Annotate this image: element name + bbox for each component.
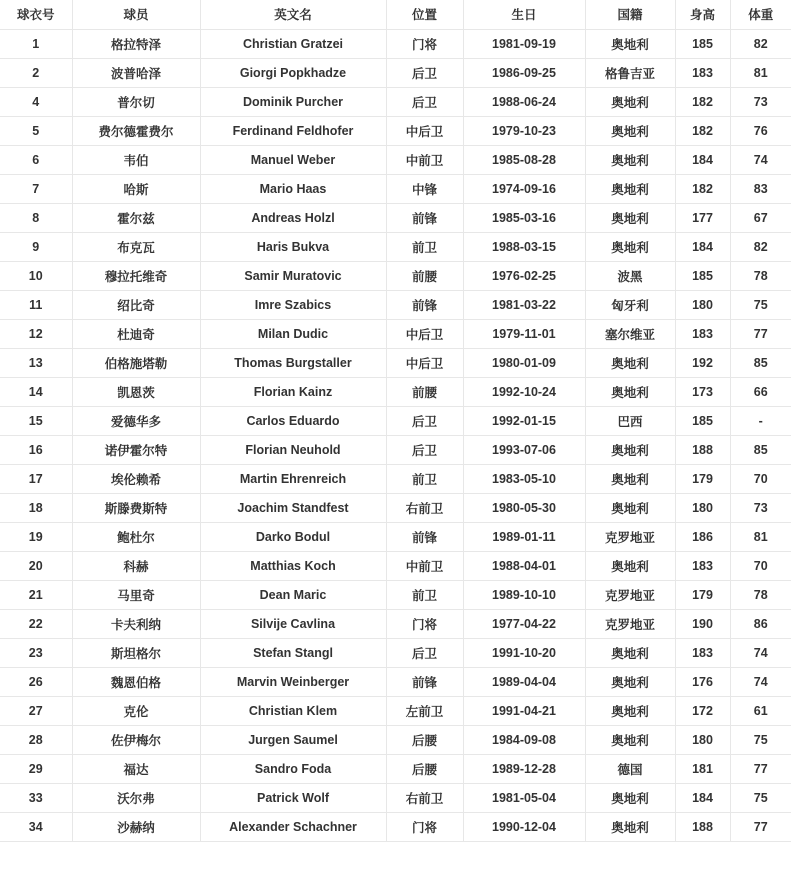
cell-height: 185 [675,29,730,58]
cell-weight: 70 [730,464,791,493]
cell-weight: 81 [730,58,791,87]
cell-birthday: 1989-10-10 [463,580,585,609]
cell-birthday: 1985-08-28 [463,145,585,174]
cell-position: 右前卫 [386,493,463,522]
table-row [0,29,791,58]
cell-height: 182 [675,87,730,116]
cell-player-name-cn: 克伦 [72,696,200,725]
header-weight: 体重 [730,0,791,29]
cell-player-name-en: Dean Maric [200,580,386,609]
cell-position: 前卫 [386,464,463,493]
cell-player-name-cn: 卡夫利纳 [72,609,200,638]
cell-height: 179 [675,580,730,609]
cell-jersey-number: 10 [0,261,72,290]
table-row [0,493,791,522]
cell-weight: 67 [730,203,791,232]
cell-position: 门将 [386,812,463,841]
cell-height: 185 [675,406,730,435]
cell-weight: 74 [730,638,791,667]
cell-nationality: 奥地利 [585,696,675,725]
cell-birthday: 1986-09-25 [463,58,585,87]
cell-weight: 77 [730,754,791,783]
cell-nationality: 奥地利 [585,435,675,464]
cell-nationality: 德国 [585,754,675,783]
cell-nationality: 克罗地亚 [585,609,675,638]
header-jersey-number: 球衣号 [0,0,72,29]
cell-jersey-number: 4 [0,87,72,116]
cell-nationality: 奥地利 [585,116,675,145]
cell-player-name-cn: 格拉特泽 [72,29,200,58]
cell-weight: - [730,406,791,435]
cell-player-name-en: Joachim Standfest [200,493,386,522]
cell-jersey-number: 5 [0,116,72,145]
cell-jersey-number: 21 [0,580,72,609]
cell-weight: 85 [730,435,791,464]
cell-jersey-number: 34 [0,812,72,841]
cell-player-name-en: Dominik Purcher [200,87,386,116]
cell-weight: 83 [730,174,791,203]
cell-jersey-number: 29 [0,754,72,783]
cell-player-name-en: Patrick Wolf [200,783,386,812]
cell-nationality: 奥地利 [585,232,675,261]
table-row [0,551,791,580]
cell-player-name-en: Ferdinand Feldhofer [200,116,386,145]
cell-player-name-cn: 霍尔兹 [72,203,200,232]
cell-jersey-number: 2 [0,58,72,87]
cell-weight: 78 [730,580,791,609]
cell-height: 177 [675,203,730,232]
cell-player-name-cn: 埃伦赖希 [72,464,200,493]
cell-player-name-cn: 穆拉托维奇 [72,261,200,290]
cell-player-name-en: Florian Neuhold [200,435,386,464]
cell-height: 183 [675,638,730,667]
cell-player-name-cn: 凯恩茨 [72,377,200,406]
cell-height: 192 [675,348,730,377]
cell-position: 左前卫 [386,696,463,725]
cell-player-name-cn: 马里奇 [72,580,200,609]
cell-player-name-en: Silvije Cavlina [200,609,386,638]
cell-jersey-number: 27 [0,696,72,725]
table-row [0,261,791,290]
cell-height: 180 [675,725,730,754]
cell-nationality: 奥地利 [585,725,675,754]
table-row [0,522,791,551]
cell-player-name-cn: 鲍杜尔 [72,522,200,551]
cell-position: 前腰 [386,377,463,406]
cell-player-name-cn: 魏恩伯格 [72,667,200,696]
cell-position: 后卫 [386,87,463,116]
cell-player-name-cn: 普尔切 [72,87,200,116]
cell-height: 180 [675,493,730,522]
table-row [0,609,791,638]
cell-weight: 70 [730,551,791,580]
cell-player-name-cn: 佐伊梅尔 [72,725,200,754]
cell-player-name-en: Darko Bodul [200,522,386,551]
cell-weight: 77 [730,319,791,348]
cell-jersey-number: 17 [0,464,72,493]
cell-player-name-cn: 沃尔弗 [72,783,200,812]
cell-birthday: 1991-04-21 [463,696,585,725]
table-row [0,377,791,406]
cell-jersey-number: 26 [0,667,72,696]
cell-nationality: 奥地利 [585,348,675,377]
cell-jersey-number: 23 [0,638,72,667]
cell-jersey-number: 19 [0,522,72,551]
cell-height: 184 [675,232,730,261]
table-row [0,754,791,783]
cell-jersey-number: 18 [0,493,72,522]
cell-weight: 78 [730,261,791,290]
cell-birthday: 1976-02-25 [463,261,585,290]
table-row [0,638,791,667]
cell-height: 188 [675,812,730,841]
cell-weight: 74 [730,667,791,696]
cell-nationality: 匈牙利 [585,290,675,319]
cell-player-name-en: Martin Ehrenreich [200,464,386,493]
cell-player-name-en: Sandro Foda [200,754,386,783]
cell-player-name-cn: 韦伯 [72,145,200,174]
cell-player-name-en: Samir Muratovic [200,261,386,290]
cell-player-name-cn: 斯滕费斯特 [72,493,200,522]
cell-birthday: 1990-12-04 [463,812,585,841]
cell-weight: 82 [730,29,791,58]
cell-position: 前锋 [386,667,463,696]
cell-nationality: 奥地利 [585,638,675,667]
cell-birthday: 1988-06-24 [463,87,585,116]
cell-weight: 75 [730,783,791,812]
table-row [0,116,791,145]
cell-player-name-cn: 费尔德霍费尔 [72,116,200,145]
cell-jersey-number: 11 [0,290,72,319]
cell-player-name-cn: 波普哈泽 [72,58,200,87]
cell-birthday: 1992-01-15 [463,406,585,435]
cell-weight: 61 [730,696,791,725]
cell-nationality: 克罗地亚 [585,580,675,609]
cell-nationality: 奥地利 [585,29,675,58]
cell-birthday: 1989-04-04 [463,667,585,696]
table-row [0,783,791,812]
cell-player-name-en: Andreas Holzl [200,203,386,232]
cell-nationality: 奥地利 [585,812,675,841]
cell-birthday: 1979-11-01 [463,319,585,348]
cell-weight: 73 [730,493,791,522]
cell-height: 182 [675,174,730,203]
header-height: 身高 [675,0,730,29]
cell-birthday: 1983-05-10 [463,464,585,493]
cell-position: 后卫 [386,638,463,667]
header-player-name-en: 英文名 [200,0,386,29]
cell-position: 后腰 [386,725,463,754]
cell-birthday: 1989-12-28 [463,754,585,783]
cell-weight: 76 [730,116,791,145]
cell-position: 前卫 [386,232,463,261]
cell-position: 中前卫 [386,551,463,580]
cell-player-name-cn: 哈斯 [72,174,200,203]
cell-nationality: 奥地利 [585,377,675,406]
cell-jersey-number: 6 [0,145,72,174]
cell-player-name-en: Imre Szabics [200,290,386,319]
cell-position: 前卫 [386,580,463,609]
cell-position: 前锋 [386,203,463,232]
cell-birthday: 1980-01-09 [463,348,585,377]
cell-height: 185 [675,261,730,290]
cell-jersey-number: 12 [0,319,72,348]
cell-nationality: 奥地利 [585,783,675,812]
cell-player-name-en: Marvin Weinberger [200,667,386,696]
roster-body [0,29,791,841]
cell-birthday: 1992-10-24 [463,377,585,406]
cell-player-name-en: Thomas Burgstaller [200,348,386,377]
cell-weight: 75 [730,725,791,754]
cell-player-name-en: Milan Dudic [200,319,386,348]
cell-player-name-en: Stefan Stangl [200,638,386,667]
cell-player-name-cn: 爱德华多 [72,406,200,435]
cell-player-name-cn: 福达 [72,754,200,783]
cell-birthday: 1979-10-23 [463,116,585,145]
cell-player-name-en: Mario Haas [200,174,386,203]
cell-birthday: 1981-09-19 [463,29,585,58]
cell-weight: 75 [730,290,791,319]
cell-player-name-en: Matthias Koch [200,551,386,580]
cell-jersey-number: 22 [0,609,72,638]
table-row [0,87,791,116]
cell-height: 176 [675,667,730,696]
cell-jersey-number: 1 [0,29,72,58]
cell-nationality: 波黑 [585,261,675,290]
cell-player-name-cn: 布克瓦 [72,232,200,261]
cell-height: 179 [675,464,730,493]
cell-player-name-en: Christian Gratzei [200,29,386,58]
cell-position: 中锋 [386,174,463,203]
table-row [0,290,791,319]
cell-player-name-cn: 沙赫纳 [72,812,200,841]
cell-height: 172 [675,696,730,725]
cell-player-name-en: Alexander Schachner [200,812,386,841]
cell-position: 中后卫 [386,319,463,348]
cell-weight: 77 [730,812,791,841]
table-row [0,348,791,377]
cell-birthday: 1984-09-08 [463,725,585,754]
header-nationality: 国籍 [585,0,675,29]
cell-player-name-cn: 伯格施塔勒 [72,348,200,377]
cell-jersey-number: 20 [0,551,72,580]
table-row [0,58,791,87]
cell-jersey-number: 9 [0,232,72,261]
table-row [0,464,791,493]
cell-position: 前锋 [386,522,463,551]
cell-weight: 66 [730,377,791,406]
cell-birthday: 1980-05-30 [463,493,585,522]
table-row [0,812,791,841]
cell-position: 右前卫 [386,783,463,812]
cell-position: 门将 [386,609,463,638]
cell-birthday: 1985-03-16 [463,203,585,232]
cell-birthday: 1981-03-22 [463,290,585,319]
cell-weight: 74 [730,145,791,174]
cell-birthday: 1988-04-01 [463,551,585,580]
cell-position: 后卫 [386,58,463,87]
cell-nationality: 塞尔维亚 [585,319,675,348]
header-player-name-cn: 球员 [72,0,200,29]
table-row [0,174,791,203]
header-birthday: 生日 [463,0,585,29]
cell-player-name-en: Christian Klem [200,696,386,725]
cell-player-name-cn: 科赫 [72,551,200,580]
cell-birthday: 1991-10-20 [463,638,585,667]
header-row [0,0,791,29]
cell-height: 183 [675,551,730,580]
header-position: 位置 [386,0,463,29]
cell-nationality: 奥地利 [585,493,675,522]
cell-birthday: 1993-07-06 [463,435,585,464]
cell-birthday: 1981-05-04 [463,783,585,812]
cell-jersey-number: 7 [0,174,72,203]
cell-player-name-en: Carlos Eduardo [200,406,386,435]
cell-nationality: 奥地利 [585,667,675,696]
cell-position: 前腰 [386,261,463,290]
cell-position: 后卫 [386,435,463,464]
cell-height: 190 [675,609,730,638]
cell-position: 前锋 [386,290,463,319]
table-row [0,435,791,464]
cell-height: 181 [675,754,730,783]
cell-height: 186 [675,522,730,551]
table-row [0,725,791,754]
table-row [0,696,791,725]
table-row [0,232,791,261]
cell-player-name-en: Florian Kainz [200,377,386,406]
cell-player-name-cn: 诺伊霍尔特 [72,435,200,464]
cell-player-name-en: Giorgi Popkhadze [200,58,386,87]
cell-nationality: 奥地利 [585,551,675,580]
cell-nationality: 奥地利 [585,145,675,174]
table-row [0,145,791,174]
cell-nationality: 奥地利 [585,203,675,232]
cell-position: 门将 [386,29,463,58]
cell-player-name-cn: 斯坦格尔 [72,638,200,667]
cell-nationality: 奥地利 [585,464,675,493]
cell-weight: 82 [730,232,791,261]
cell-player-name-cn: 杜迪奇 [72,319,200,348]
cell-nationality: 奥地利 [585,174,675,203]
cell-jersey-number: 16 [0,435,72,464]
cell-player-name-en: Jurgen Saumel [200,725,386,754]
cell-nationality: 格鲁吉亚 [585,58,675,87]
cell-height: 183 [675,58,730,87]
cell-birthday: 1974-09-16 [463,174,585,203]
cell-birthday: 1977-04-22 [463,609,585,638]
cell-player-name-en: Manuel Weber [200,145,386,174]
cell-weight: 85 [730,348,791,377]
cell-player-name-cn: 绍比奇 [72,290,200,319]
cell-player-name-en: Haris Bukva [200,232,386,261]
table-row [0,667,791,696]
cell-birthday: 1988-03-15 [463,232,585,261]
cell-jersey-number: 15 [0,406,72,435]
cell-jersey-number: 33 [0,783,72,812]
cell-nationality: 巴西 [585,406,675,435]
table-row [0,580,791,609]
table-row [0,203,791,232]
cell-jersey-number: 8 [0,203,72,232]
cell-nationality: 奥地利 [585,87,675,116]
cell-position: 后卫 [386,406,463,435]
cell-height: 180 [675,290,730,319]
cell-height: 173 [675,377,730,406]
table-row [0,319,791,348]
cell-weight: 73 [730,87,791,116]
cell-height: 182 [675,116,730,145]
cell-position: 中后卫 [386,348,463,377]
cell-weight: 81 [730,522,791,551]
cell-jersey-number: 28 [0,725,72,754]
cell-position: 中前卫 [386,145,463,174]
cell-height: 183 [675,319,730,348]
cell-jersey-number: 14 [0,377,72,406]
cell-jersey-number: 13 [0,348,72,377]
cell-weight: 86 [730,609,791,638]
cell-birthday: 1989-01-11 [463,522,585,551]
cell-height: 188 [675,435,730,464]
cell-height: 184 [675,783,730,812]
cell-position: 后腰 [386,754,463,783]
cell-nationality: 克罗地亚 [585,522,675,551]
table-row [0,406,791,435]
cell-height: 184 [675,145,730,174]
cell-position: 中后卫 [386,116,463,145]
